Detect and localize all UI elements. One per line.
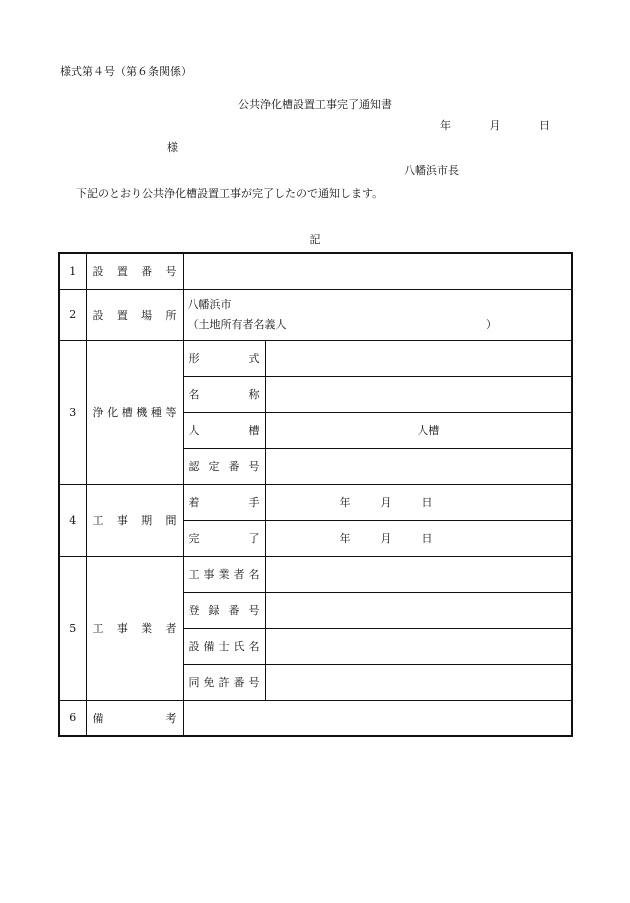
sub-label-technician: 設 備 士 氏 名 xyxy=(183,628,265,664)
row-label: 設 置 番 号 xyxy=(86,253,183,289)
row-installation-number xyxy=(59,253,572,289)
technician-name-field[interactable] xyxy=(265,628,572,664)
license-number-field[interactable] xyxy=(265,664,572,700)
registration-number-field[interactable] xyxy=(265,592,572,628)
capacity-field[interactable] xyxy=(265,412,572,448)
row-number: 5 xyxy=(59,556,86,700)
row-number: 4 xyxy=(59,484,86,556)
row-tank-model xyxy=(59,340,572,376)
completion-form-table xyxy=(58,252,573,737)
row-number: 2 xyxy=(59,289,86,340)
issue-date-day: 日 xyxy=(539,119,550,132)
row-number: 3 xyxy=(59,340,86,484)
remarks-field[interactable] xyxy=(183,700,572,736)
intro-text: 下記のとおり公共浄化槽設置工事が完了したので通知します。 xyxy=(76,187,384,200)
completion-date-field[interactable]: 年 月 日 xyxy=(265,520,572,556)
owner-label: （土地所有者名義人 xyxy=(187,317,287,331)
sub-label-completion: 完 了 xyxy=(183,520,265,556)
model-field[interactable] xyxy=(265,340,572,376)
row-label: 備 考 xyxy=(86,700,183,736)
capacity-unit: 人槽 xyxy=(417,424,440,437)
start-date-field[interactable]: 年 月 日 xyxy=(265,484,572,520)
row-construction-start xyxy=(59,484,572,520)
location-city: 八幡浜市 xyxy=(187,297,232,311)
sub-label-model: 形 式 xyxy=(183,340,265,376)
document-title: 公共浄化槽設置工事完了通知書 xyxy=(238,98,392,111)
issue-date xyxy=(440,117,550,133)
form-number: 様式第４号（第６条関係） xyxy=(60,65,192,78)
sub-label-certification: 認 定 番 号 xyxy=(183,448,265,484)
row-label: 設 置 場 所 xyxy=(86,289,183,340)
sub-label-name: 名 称 xyxy=(183,376,265,412)
row-label: 工 事 期 間 xyxy=(86,484,183,556)
contractor-name-field[interactable] xyxy=(265,556,572,592)
sub-label-contractor-name: 工 事 業 者 名 xyxy=(183,556,265,592)
row-contractor-name xyxy=(59,556,572,592)
row-installation-location xyxy=(59,289,572,340)
row-number: 6 xyxy=(59,700,86,736)
addressee-suffix: 様 xyxy=(167,141,178,154)
sub-label-start: 着 手 xyxy=(183,484,265,520)
certification-number-field[interactable] xyxy=(265,448,572,484)
ki-heading: 記 xyxy=(309,233,321,246)
issue-date-month: 月 xyxy=(489,119,501,132)
sub-label-registration: 登 録 番 号 xyxy=(183,592,265,628)
row-label: 工 事 業 者 xyxy=(86,556,183,700)
row-label: 浄 化 槽 機 種 等 xyxy=(86,340,183,484)
issue-date-year: 年 xyxy=(440,119,451,132)
installation-location-field[interactable] xyxy=(183,289,572,340)
sub-label-capacity: 人 槽 xyxy=(183,412,265,448)
sender-name: 八幡浜市長 xyxy=(404,164,459,177)
row-number: 1 xyxy=(59,253,86,289)
sub-label-license: 同 免 許 番 号 xyxy=(183,664,265,700)
owner-close: ） xyxy=(486,317,497,331)
name-field[interactable] xyxy=(265,376,572,412)
installation-number-field[interactable] xyxy=(183,253,572,289)
row-remarks xyxy=(59,700,572,736)
